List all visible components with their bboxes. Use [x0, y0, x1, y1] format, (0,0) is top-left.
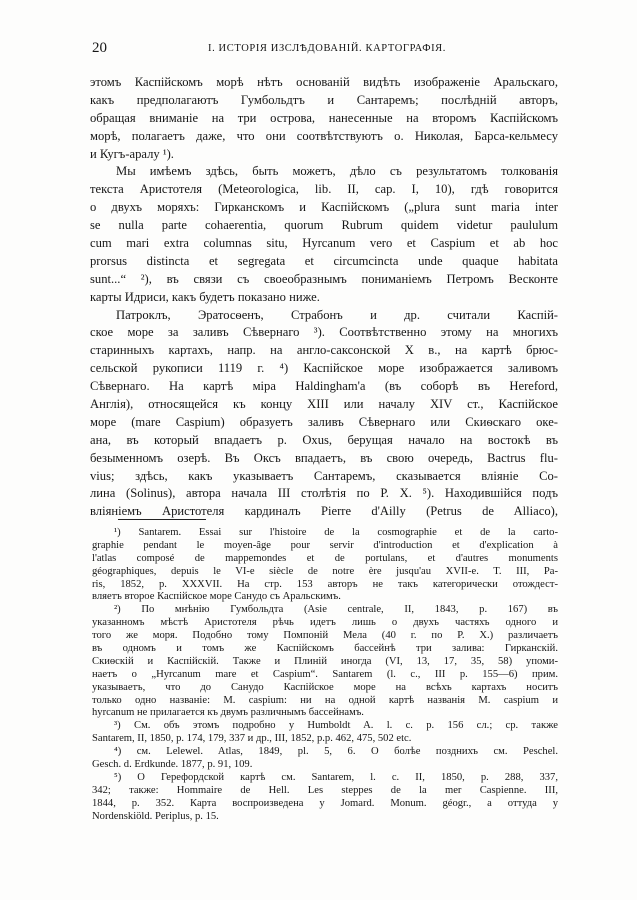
text-line: ское море за заливъ Сѣвернаго ³). Соотвѣтственно этому на многихъ: [90, 325, 558, 340]
running-title: I. ИСТОРІЯ ИЗСЛѢДОВАНІЙ. КАРТОГРАФІЯ.: [208, 43, 447, 54]
text-line: sunt...“ ²), въ связи съ своеобразнымъ пониманіемъ Петромъ Весконте: [90, 271, 558, 286]
text-line: лина (Solinus), автора начала III столѣтія по Р. Х. ⁵). Находившійся подъ: [90, 486, 558, 501]
text-line: vius; здѣсь, какъ указываетъ Сантаремъ, сказывается вліяніе Со-: [90, 468, 558, 483]
text-line: prorsus distincta et segregata et circumcincta unde quaque habitata: [90, 253, 558, 268]
footnote-line: ⁵) О Герефордской картѣ см. Santarem, l. c. II, 1850, p. 288, 337,: [114, 771, 558, 783]
footnote-line: того же моря. Подобно тому Помпоній Мела (40 г. по Р. Х.) различаетъ: [92, 630, 558, 642]
text-line: Патроклъ, Эратосѳенъ, Страбонъ и др. считали Каспій-: [116, 307, 558, 322]
text-line: se nulla parte cohaerentia, quorum Rubrum quidem videtur paululum: [90, 218, 558, 233]
footnote-line: Gesch. d. Erdkunde. 1877, p. 91, 109.: [92, 759, 253, 771]
footnote-line: hyrcanum не прилагается къ двумъ различнымъ бассейнамъ.: [92, 707, 364, 719]
footnote-line: 1844, p. 352. Карта воспроизведена у Jomard. Monum. géogr., а оттуда у: [92, 797, 558, 809]
footnote-line: указываетъ, что до Санудо Каспійское море на всѣхъ картахъ носитъ: [92, 681, 558, 693]
text-line: Англія), относящейся къ концу XIII или началу XIV ст., Каспійское: [90, 397, 558, 412]
footnote-separator: [118, 519, 206, 520]
text-line: безыменномъ озерѣ. Въ Оксъ впадаетъ, въ свою очередь, Bactrus flu-: [90, 450, 558, 465]
page-number: 20: [92, 40, 107, 56]
text-line: cum mari extra columnas situ, Hyrcanum vero et Caspium et ab hoc: [90, 236, 558, 251]
text-line: и Кугъ-аралу ¹).: [90, 146, 174, 161]
footnote-line: ³) См. объ этомъ подробно у Humboldt A. l. c. p. 156 сл.; ср. также: [114, 720, 558, 732]
text-line: о двухъ моряхъ: Гирканскомъ и Каспійскомъ („plura sunt maria inter: [90, 200, 558, 215]
text-line: Мы имѣемъ здѣсь, быть можетъ, дѣло съ результатомъ толкованія: [116, 164, 558, 179]
footnote-line: graphie pendant le moyen-âge pour servir d'introduction et d'explication à: [92, 539, 558, 551]
text-line: текста Аристотеля (Meteorologica, lib. II, cap. I, 10), гдѣ говорится: [90, 182, 558, 197]
text-line: море (mare Caspium) образуетъ заливъ Сѣвернаго или Скиѳскаго оке-: [90, 414, 558, 429]
footnote-line: ²) По мнѣнію Гумбольдта (Asie centrale, II, 1843, p. 167) въ: [114, 604, 558, 616]
footnotes: [92, 527, 558, 823]
text-line: какъ предполагаютъ Гумбольдтъ и Сантаремъ; послѣдній авторъ,: [90, 92, 558, 107]
footnote-line: Nordenskiöld. Periplus, p. 15.: [92, 810, 219, 822]
footnote-line: 342; также: Hommaire de Hell. Les steppes de la mer Caspienne. III,: [92, 784, 558, 796]
footnote-line: только одно названіе: M. caspium: ни на одной картѣ названія M. caspium и: [92, 694, 558, 706]
footnote-line: въ одномъ и томъ же Каспійскомъ бассейнѣ три залива: Гирканскій.: [92, 643, 558, 655]
text-line: Сѣвернаго. На картѣ міра Haldingham'а (въ соборѣ въ Hereford,: [90, 379, 558, 394]
text-line: обращая вниманіе на три острова, нанесенные на второмъ Каспійскомъ: [90, 110, 558, 125]
text-line: карты Идриси, какъ будетъ показано ниже.: [90, 289, 320, 304]
footnote-line: géographiques, depuis le VI-e siècle de notre ère jusqu'au XVII-e. T. III, Pa-: [92, 565, 558, 577]
footnote-line: ris, 1852, p. XXXVII. На стр. 153 авторъ не такъ категорически отождест-: [92, 578, 558, 590]
running-header: [92, 40, 549, 58]
text-line: сельской рукописи 1119 г. ⁴) Каспійское море изображается заливомъ: [90, 361, 558, 376]
footnote-line: Santarem, II, 1850, p. 174, 179, 337 и др., III, 1852, p.p. 462, 475, 502 etc.: [92, 733, 412, 745]
footnote-line: l'atlas composé de mappemondes et de portulans, et d'autres monuments: [92, 552, 558, 564]
text-line: морѣ, полагаетъ даже, что они соотвѣтствуютъ о. Николая, Барса-кельмесу: [90, 128, 558, 143]
footnote-line: ⁴) см. Lelewel. Atlas, 1849, pl. 5, 6. О болѣе позднихъ см. Peschel.: [114, 746, 558, 758]
footnote-line: вляетъ второе Каспійское море Санудо съ Аральскимъ.: [92, 591, 341, 603]
footnote-line: Скиѳскій и Каспійскій. Также и Плиній иногда (VI, 13, 17, 35, 58) упоми-: [92, 655, 558, 667]
footnote-line: наетъ о „Hyrcanum mare et Caspium“. Santarem (l. c., III p. 155—6) прим.: [92, 668, 558, 680]
main-text: [90, 74, 558, 521]
footnote-line: ¹) Santarem. Essai sur l'histoire de la cosmographie et de la carto-: [114, 527, 558, 538]
footnote-line: указанномъ мѣстѣ Аристотеля рѣчь идетъ лишь о двухъ частяхъ одного и: [92, 617, 558, 629]
text-line: вліяніемъ Аристотеля кардиналъ Pierre d'Ailly (Petrus de Alliaco),: [90, 504, 558, 519]
text-line: старинныхъ картахъ, напр. на англо-саксонской X в., на картѣ брюс-: [90, 343, 558, 358]
text-line: ана, въ который впадаетъ р. Oxus, берущая начало на востокѣ въ: [90, 432, 558, 447]
text-line: этомъ Каспійскомъ морѣ нѣтъ основаній видѣть изображеніе Аральскаго,: [90, 75, 558, 89]
